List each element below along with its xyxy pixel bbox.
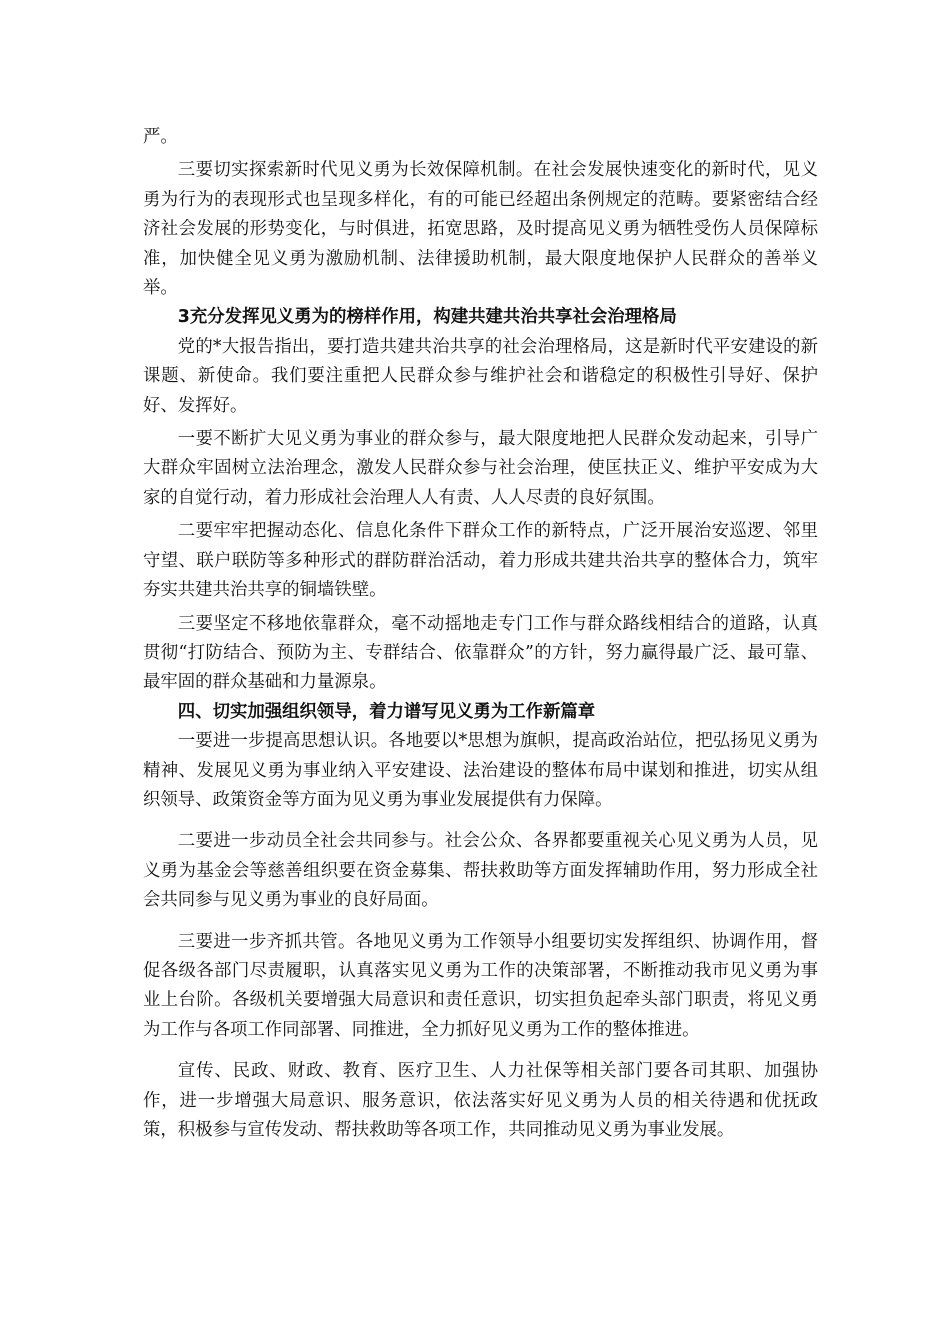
paragraph-awareness: 一要进一步提高思想认识。各地要以*思想为旗帜，提高政治站位，把弘扬见义勇为精神、发展见义勇为事业纳入平安建设、法治建设的整体布局中谋划和推进，切实从组织领导、政策资金等方面为见义勇为事业发展提供有力保障。: [143, 731, 818, 810]
section-heading-role-model: 3充分发挥见义勇为的榜样作用，构建共建共治共享社会治理格局: [177, 307, 677, 328]
section-heading-organization: 四、切实加强组织领导，着力谱写见义勇为工作新篇章: [177, 701, 596, 722]
document-page: [143, 123, 818, 1145]
paragraph-report-intro: 党的*大报告指出，要打造共建共治共享的社会治理格局，这是新时代平安建设的新课题、新使命。我们要注重把人民群众参与维护社会和谐稳定的积极性引导好、保护好、发挥好。: [143, 336, 818, 416]
paragraph-continuation: 严。: [143, 127, 178, 147]
paragraph-guarantee-mechanism: 三要切实探索新时代见义勇为长效保障机制。在社会发展快速变化的新时代，见义勇为行为的表现形式也呈现多样化，有的可能已经超出条例规定的范畴。要紧密结合经济社会发展的形势变化，与时俱进，拓宽思路，及时提高见义勇为牺牲受伤人员保障标准，加快健全见义勇为激励机制、法律援助机制，最大限度地保护人民群众的善举义举。: [143, 160, 818, 299]
paragraph-society-participation: 二要进一步动员全社会共同参与。社会公众、各界都要重视关心见义勇为人员，见义勇为基金会等慈善组织要在资金募集、帮扶救助等方面发挥辅助作用，努力形成全社会共同参与见义勇为事业的良好局面。: [143, 831, 818, 911]
paragraph-rely-on-masses: 三要坚定不移地依靠群众，毫不动摇地走专门工作与群众路线相结合的道路，认真贯彻“打防结合、预防为主、专群结合、依靠群众”的方针，努力赢得最广泛、最可靠、最牢固的群众基础和力量源泉。: [143, 613, 818, 693]
paragraph-mass-prevention: 二要牢牢把握动态化、信息化条件下群众工作的新特点，广泛开展治安巡逻、邻里守望、联户联防等多种形式的群防群治活动，着力形成共建共治共享的整体合力，筑牢夯实共建共治共享的铜墙铁壁。: [143, 521, 818, 601]
paragraph-joint-management: 三要进一步齐抓共管。各地见义勇为工作领导小组要切实发挥组织、协调作用，督促各级各部门尽责履职，认真落实见义勇为工作的决策部署，不断推动我市见义勇为事业上台阶。各级机关要增强大局意识和责任意识，切实担负起牵头部门职责，将见义勇为工作与各项工作同部署、同推进，全力抓好见义勇为工作的整体推进。: [143, 931, 818, 1040]
paragraph-departments: 宣传、民政、财政、教育、医疗卫生、人力社保等相关部门要各司其职、加强协作，进一步增强大局意识、服务意识，依法落实好见义勇为人员的相关待遇和优抚政策，积极参与宣传发动、帮扶救助等各项工作，共同推动见义勇为事业发展。: [143, 1061, 818, 1140]
paragraph-mass-participation: 一要不断扩大见义勇为事业的群众参与，最大限度地把人民群众发动起来，引导广大群众牢固树立法治理念，激发人民群众参与社会治理，使匡扶正义、维护平安成为大家的自觉行动，着力形成社会治理人人有责、人人尽责的良好氛围。: [143, 429, 818, 508]
